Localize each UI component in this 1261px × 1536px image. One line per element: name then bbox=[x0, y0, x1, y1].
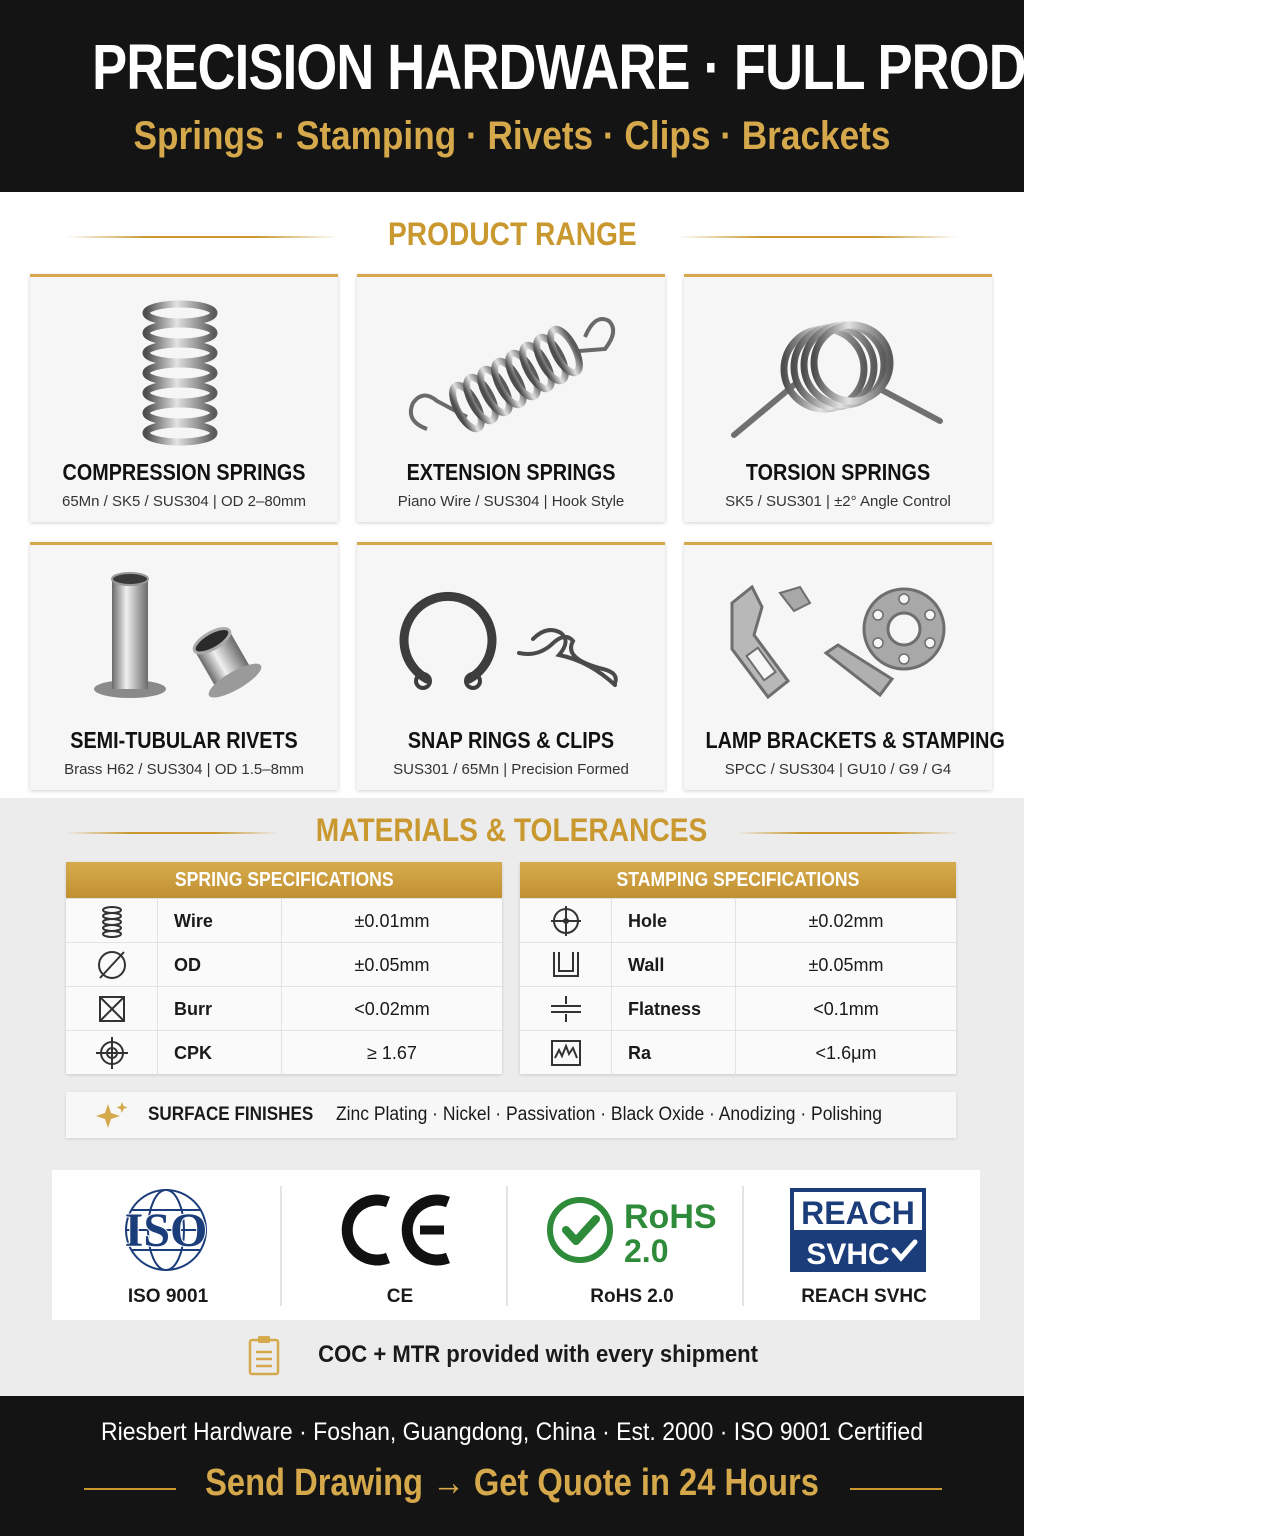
spec-row bbox=[66, 898, 502, 942]
product-detail: SK5 / SUS301 | ±2° Angle Control bbox=[725, 493, 951, 510]
sparkle-icon bbox=[94, 1100, 130, 1130]
extension-spring-icon bbox=[357, 289, 665, 449]
torsion-spring-icon bbox=[684, 289, 992, 449]
spec-label: OD bbox=[158, 943, 282, 987]
spec-value: ≥ 1.67 bbox=[367, 1043, 417, 1063]
spring-spec-heading: SPRING SPECIFICATIONS bbox=[66, 862, 502, 898]
compression-spring-icon bbox=[30, 289, 338, 449]
rohs-logo bbox=[516, 1184, 748, 1284]
product-card-snap-rings-clips[interactable] bbox=[357, 542, 665, 790]
product-card-extension-springs[interactable] bbox=[357, 274, 665, 522]
surface-finishes-label: SURFACE FINISHES bbox=[148, 1104, 314, 1125]
burr-icon bbox=[66, 987, 158, 1031]
spec-row bbox=[520, 898, 956, 942]
spec-value: <0.02mm bbox=[354, 999, 430, 1019]
stamping-spec-table bbox=[520, 862, 956, 1074]
product-name: COMPRESSION SPRINGS bbox=[62, 459, 306, 485]
product-name: TORSION SPRINGS bbox=[745, 459, 931, 485]
coc-notice bbox=[0, 1334, 1024, 1380]
cert-divider bbox=[280, 1186, 282, 1306]
rivet-icon bbox=[30, 557, 338, 717]
company-info: Riesbert Hardware · Foshan, Guangdong, China · Est. 2000 · ISO 9001 Certified bbox=[100, 1418, 924, 1446]
spec-label: Wire bbox=[158, 899, 282, 943]
cert-label: ISO 9001 bbox=[127, 1286, 209, 1307]
product-detail: Piano Wire / SUS304 | Hook Style bbox=[397, 493, 625, 510]
product-range-title: PRODUCT RANGE bbox=[387, 216, 637, 252]
hole-icon bbox=[520, 899, 612, 943]
diameter-icon bbox=[66, 943, 158, 987]
reach-logo-svhc: SVHC bbox=[806, 1238, 890, 1271]
surface-finishes-bar bbox=[66, 1092, 956, 1138]
product-name: LAMP BRACKETS & STAMPING bbox=[705, 727, 1005, 753]
cert-label: REACH SVHC bbox=[801, 1286, 927, 1307]
product-detail: SPCC / SUS304 | GU10 / G9 / G4 bbox=[724, 761, 952, 778]
spec-value: ±0.02mm bbox=[808, 911, 884, 931]
spec-label: Ra bbox=[612, 1031, 736, 1075]
reach-logo bbox=[748, 1184, 980, 1284]
spec-value: <1.6μm bbox=[815, 1043, 877, 1063]
coc-text: COC + MTR provided with every shipment bbox=[318, 1341, 759, 1368]
spec-row bbox=[520, 986, 956, 1030]
surface-finishes-value: Zinc Plating · Nickel · Passivation · Black Oxide · Anodizing · Polishing bbox=[336, 1104, 882, 1125]
product-card-semi-tubular-rivets[interactable] bbox=[30, 542, 338, 790]
page-title: PRECISION HARDWARE · FULL PRODUCT LINE bbox=[92, 31, 1261, 103]
product-card-lamp-brackets-stamping[interactable] bbox=[684, 542, 1005, 790]
rohs-logo-text: RoHS bbox=[624, 1198, 717, 1236]
footer bbox=[0, 1396, 1024, 1536]
spec-row bbox=[520, 942, 956, 986]
product-name: SEMI-TUBULAR RIVETS bbox=[70, 727, 298, 753]
spec-label: CPK bbox=[158, 1031, 282, 1075]
cert-reach bbox=[748, 1170, 980, 1320]
bracket-icon bbox=[684, 557, 992, 717]
clipboard-icon bbox=[247, 1334, 281, 1376]
ce-logo bbox=[284, 1184, 516, 1284]
cert-label: CE bbox=[386, 1286, 414, 1307]
spring-spec-table bbox=[66, 862, 502, 1074]
cert-divider bbox=[742, 1186, 744, 1306]
spec-value: ±0.05mm bbox=[354, 955, 430, 975]
coil-icon bbox=[66, 899, 158, 943]
flatness-icon bbox=[520, 987, 612, 1031]
iso-logo bbox=[52, 1184, 284, 1284]
cert-iso bbox=[52, 1170, 284, 1320]
rohs-logo-version: 2.0 bbox=[624, 1233, 669, 1269]
cert-divider bbox=[506, 1186, 508, 1306]
wall-icon bbox=[520, 943, 612, 987]
product-detail: Brass H62 / SUS304 | OD 1.5–8mm bbox=[64, 761, 304, 778]
spec-value: ±0.05mm bbox=[808, 955, 884, 975]
certifications-panel bbox=[52, 1170, 980, 1320]
roughness-icon bbox=[520, 1031, 612, 1075]
product-detail: SUS301 / 65Mn | Precision Formed bbox=[393, 761, 629, 778]
spec-row bbox=[520, 1030, 956, 1074]
iso-logo-text: ISO bbox=[124, 1204, 208, 1257]
spec-value: <0.1mm bbox=[813, 999, 879, 1019]
spec-label: Burr bbox=[158, 987, 282, 1031]
spec-row bbox=[66, 1030, 502, 1074]
product-detail: 65Mn / SK5 / SUS304 | OD 2–80mm bbox=[61, 493, 306, 510]
product-card-compression-springs[interactable] bbox=[30, 274, 338, 522]
snap-ring-icon bbox=[357, 557, 665, 717]
spec-value: ±0.01mm bbox=[354, 911, 430, 931]
spec-row bbox=[66, 986, 502, 1030]
stamping-spec-heading: STAMPING SPECIFICATIONS bbox=[520, 862, 956, 898]
cert-rohs bbox=[516, 1170, 748, 1320]
materials-title: MATERIALS & TOLERANCES bbox=[316, 812, 708, 848]
page-subtitle: Springs · Stamping · Rivets · Clips · Brackets bbox=[133, 114, 891, 158]
spec-label: Wall bbox=[612, 943, 736, 987]
product-card-torsion-springs[interactable] bbox=[684, 274, 992, 522]
cert-ce bbox=[284, 1170, 516, 1320]
product-name: EXTENSION SPRINGS bbox=[406, 459, 616, 485]
spec-label: Flatness bbox=[612, 987, 736, 1031]
spec-row bbox=[66, 942, 502, 986]
product-name: SNAP RINGS & CLIPS bbox=[407, 727, 615, 753]
header-banner bbox=[0, 0, 1261, 192]
spec-label: Hole bbox=[612, 899, 736, 943]
target-icon bbox=[66, 1031, 158, 1075]
cert-label: RoHS 2.0 bbox=[590, 1286, 674, 1307]
reach-logo-text: REACH bbox=[801, 1195, 915, 1231]
quote-cta[interactable]: Send Drawing → Get Quote in 24 Hours bbox=[205, 1462, 819, 1504]
